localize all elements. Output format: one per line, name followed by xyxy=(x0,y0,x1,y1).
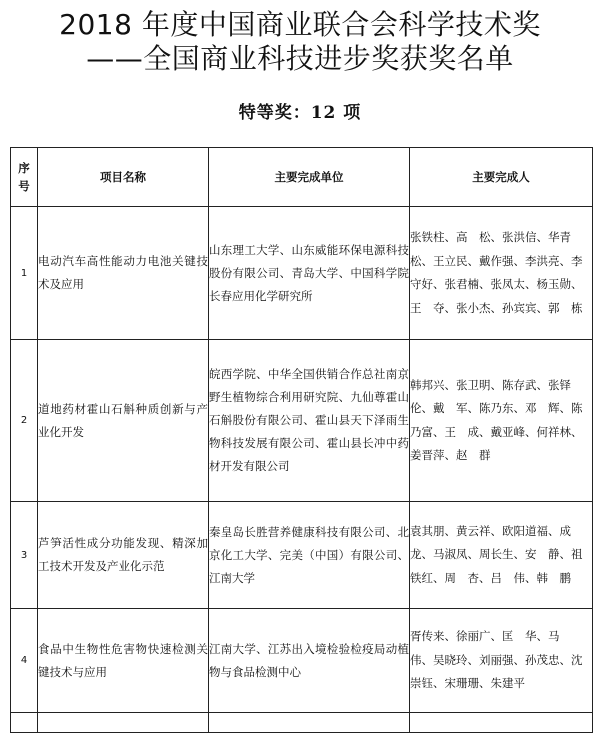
partial-cell xyxy=(38,713,209,733)
award-category-subtitle: 特等奖：12 项 xyxy=(238,103,362,123)
header-serial-line-2: 号 xyxy=(18,179,30,193)
partial-cell xyxy=(410,713,593,733)
completing-people: 韩邦兴、张卫明、陈存武、张铎伦、戴 军、陈乃东、邓 辉、陈乃富、王 成、戴亚峰、何祥林、姜晋萍、赵 群 xyxy=(410,340,593,502)
row-number: 2 xyxy=(11,340,38,502)
project-name: 食品中生物性危害物快速检测关键技术与应用 xyxy=(38,609,209,713)
partial-cell xyxy=(11,713,38,733)
project-name: 电动汽车高性能动力电池关键技术及应用 xyxy=(38,207,209,340)
header-completing-people: 主要完成人 xyxy=(410,148,593,207)
document-title-line-2: ——全国商业科技进步奖获奖名单 xyxy=(86,42,514,75)
completing-units: 秦皇岛长胜营养健康科技有限公司、北京化工大学、完美（中国）有限公司、江南大学 xyxy=(209,502,410,609)
completing-people: 袁其朋、黄云祥、欧阳道福、成 龙、马淑凤、周长生、安 静、祖铁红、周 杏、吕 伟、韩 鹏 xyxy=(410,502,593,609)
row-number: 1 xyxy=(11,207,38,340)
table-row-partial xyxy=(11,713,593,733)
award-table xyxy=(10,147,593,733)
completing-people: 胥传来、徐丽广、匡 华、马 伟、吴晓玲、刘丽强、孙茂忠、沈崇钰、宋珊珊、朱建平 xyxy=(410,609,593,713)
table-row xyxy=(11,340,593,502)
header-serial-number xyxy=(11,148,38,207)
project-name: 芦笋活性成分功能发现、精深加工技术开发及产业化示范 xyxy=(38,502,209,609)
table-row xyxy=(11,502,593,609)
row-number: 3 xyxy=(11,502,38,609)
completing-units: 山东理工大学、山东威能环保电源科技股份有限公司、青岛大学、中国科学院长春应用化学研究所 xyxy=(209,207,410,340)
title-block xyxy=(0,0,600,123)
header-project-name: 项目名称 xyxy=(38,148,209,207)
project-name: 道地药材霍山石斛种质创新与产业化开发 xyxy=(38,340,209,502)
document-title-line-1: 2018 年度中国商业联合会科学技术奖 xyxy=(59,8,541,41)
table-row xyxy=(11,609,593,713)
completing-units: 皖西学院、中华全国供销合作总社南京野生植物综合利用研究院、九仙尊霍山石斛股份有限公司、霍山县天下泽雨生物科技发展有限公司、霍山县长冲中药材开发有限公司 xyxy=(209,340,410,502)
completing-units: 江南大学、江苏出入境检验检疫局动植物与食品检测中心 xyxy=(209,609,410,713)
header-serial-line-1: 序 xyxy=(18,161,30,175)
completing-people: 张铁柱、高 松、张洪信、华青松、王立民、戴作强、李洪亮、李守好、张君楠、张凤太、杨玉勋、王 夺、张小杰、孙宾宾、郭 栋 xyxy=(410,207,593,340)
row-number: 4 xyxy=(11,609,38,713)
table-header-row xyxy=(11,148,593,207)
header-completing-units: 主要完成单位 xyxy=(209,148,410,207)
table-row xyxy=(11,207,593,340)
partial-cell xyxy=(209,713,410,733)
